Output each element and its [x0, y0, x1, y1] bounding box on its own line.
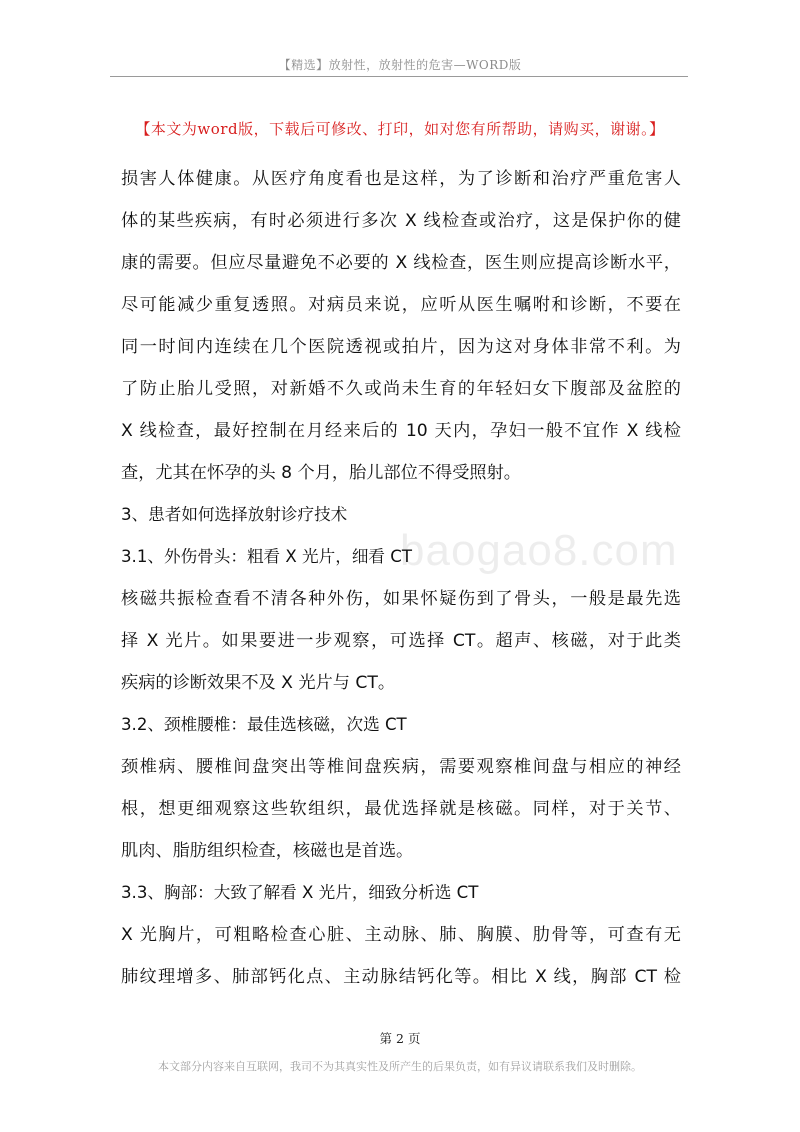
footer-disclaimer: 本文部分内容来自互联网，我司不为其真实性及所产生的后果负责，如有异议请联系我们及时删除。	[158, 1060, 642, 1073]
section-heading: 3、患者如何选择放射诊疗技术	[121, 505, 348, 524]
body-line: 颈椎病、腰椎间盘突出等椎间盘疾病，需要观察椎间盘与相应的神经	[121, 757, 681, 777]
body-line: 尽可能减少重复透照。对病员来说，应听从医生嘱咐和诊断，不要在	[121, 295, 681, 315]
body-line: 体的某些疾病，有时必须进行多次 X 线检查或治疗，这是保护你的健	[121, 211, 681, 231]
body-line: 康的需要。但应尽量避免不必要的 X 线检查，医生则应提高诊断水平，	[121, 253, 681, 273]
body-line: 肺纹理增多、肺部钙化点、主动脉结钙化等。相比 X 线，胸部 CT 检	[121, 967, 681, 987]
body-line: 核磁共振检查看不清各种外伤，如果怀疑伤到了骨头，一般是最先选	[121, 589, 681, 609]
document-body	[121, 158, 681, 998]
body-line: 了防止胎儿受照，对新婚不久或尚未生育的年轻妇女下腹部及盆腔的	[121, 379, 681, 399]
body-line: X 光胸片，可粗略检查心脏、主动脉、肺、胸膜、肋骨等，可查有无	[121, 925, 681, 945]
page-number: 第 2 页	[379, 1031, 421, 1046]
word-version-notice: 【本文为word版，下载后可修改、打印，如对您有所帮助，请购买，谢谢。】	[135, 120, 665, 138]
body-line: 疾病的诊断效果不及 X 光片与 CT。	[121, 673, 396, 693]
document-header-title: 【精选】放射性，放射性的危害—WORD版	[278, 58, 522, 72]
body-line: 根，想更细观察这些软组织，最优选择就是核磁。同样，对于关节、	[121, 799, 681, 819]
header-divider	[110, 76, 688, 77]
body-line: 肌肉、脂肪组织检查，核磁也是首选。	[121, 841, 414, 861]
subsection-heading: 3.1、外伤骨头：粗看 X 光片，细看 CT	[121, 547, 413, 566]
subsection-heading: 3.3、胸部：大致了解看 X 光片，细致分析选 CT	[121, 883, 479, 902]
body-line: 查，尤其在怀孕的头 8 个月，胎儿部位不得受照射。	[121, 463, 521, 483]
subsection-heading: 3.2、颈椎腰椎：最佳选核磁，次选 CT	[121, 715, 407, 734]
body-line: 择 X 光片。如果要进一步观察，可选择 CT。超声、核磁，对于此类	[121, 631, 681, 651]
body-line: 同一时间内连续在几个医院透视或拍片，因为这对身体非常不利。为	[121, 337, 681, 357]
body-line: X 线检查，最好控制在月经来后的 10 天内，孕妇一般不宜作 X 线检	[121, 421, 681, 441]
watermark-text: baogao8.com	[400, 526, 678, 575]
body-line: 损害人体健康。从医疗角度看也是这样，为了诊断和治疗严重危害人	[121, 169, 681, 189]
